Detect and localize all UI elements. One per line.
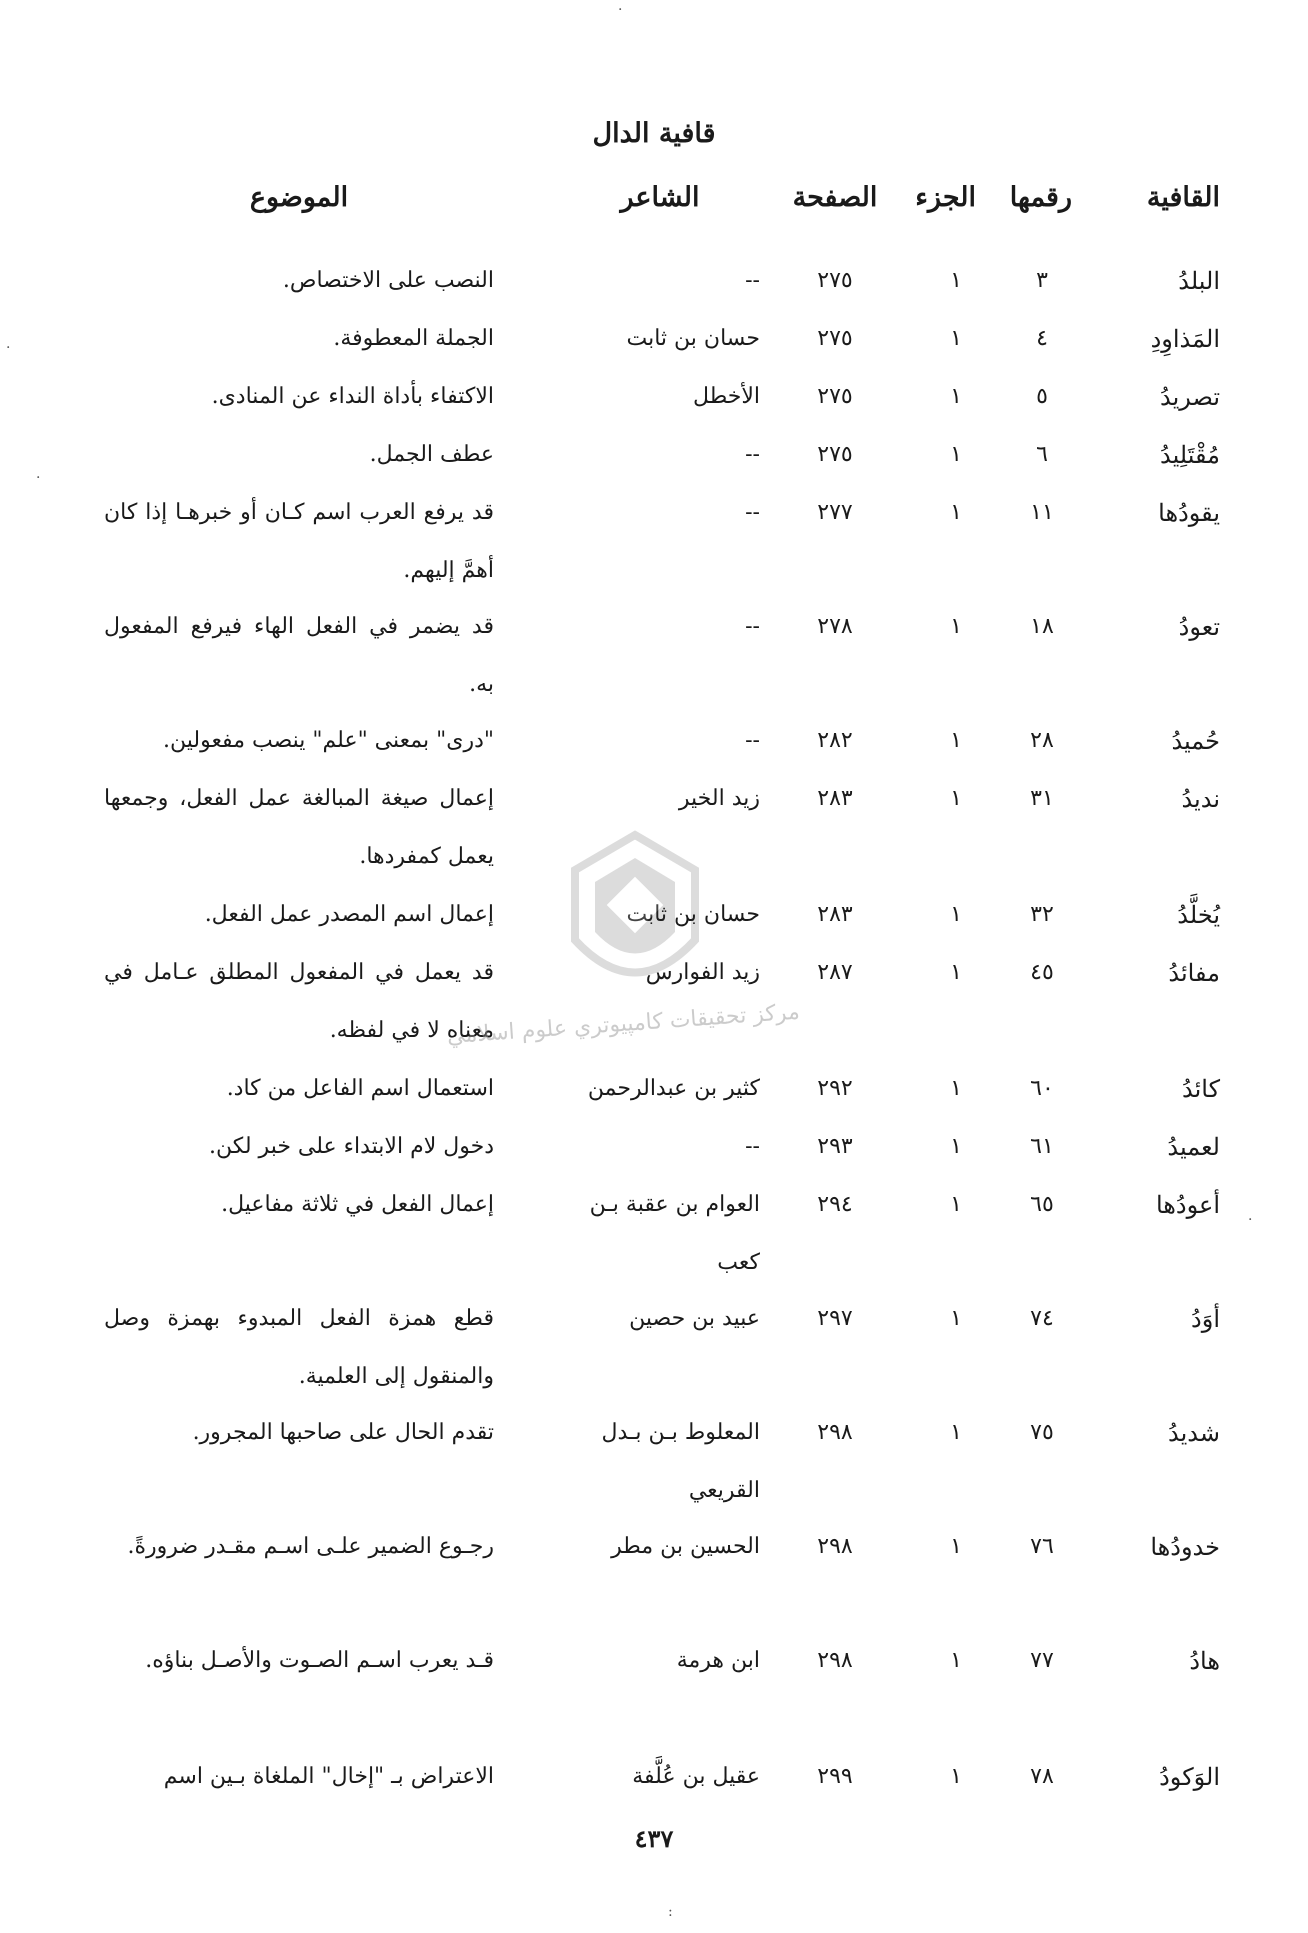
- topic-text: رجـوع الضمير علـى اسـم مقـدر ضرورةً.: [127, 1534, 494, 1559]
- rhyme-number: ٦٥: [1030, 1192, 1054, 1217]
- poet-name: الحسين بن مطر: [611, 1534, 760, 1559]
- poet-name: --: [745, 442, 760, 467]
- volume-number: ١: [950, 614, 962, 639]
- rhyme-number: ٧٨: [1030, 1764, 1054, 1789]
- topic-text: عطف الجمل.: [369, 442, 494, 467]
- page-ref: ٢٩٩: [817, 1764, 853, 1789]
- poet-name: عقيل بن عُلَّفة: [632, 1764, 760, 1789]
- poet-name: حسان بن ثابت: [626, 902, 760, 927]
- rhyme-number: ٣: [1036, 268, 1048, 293]
- volume-number: ١: [950, 786, 962, 811]
- header-number: رقمها: [1009, 182, 1072, 213]
- volume-number: ١: [950, 500, 962, 525]
- scan-speck: ·: [6, 340, 11, 356]
- page-ref: ٢٧٥: [817, 268, 853, 293]
- rhyme-number: ٦: [1036, 442, 1048, 467]
- topic-text: الاكتفاء بأداة النداء عن المنادى.: [211, 384, 494, 409]
- scan-speck: ·: [36, 470, 41, 486]
- topic-text: قد يرفع العرب اسم كـان أو خبرهـا إذا كان أهمَّ إليهم.: [104, 500, 494, 583]
- page-ref: ٢٩٣: [817, 1134, 853, 1159]
- rhyme-word: المَذاوِدِ: [1150, 325, 1220, 353]
- rhyme-number: ٧٦: [1030, 1534, 1054, 1559]
- volume-number: ١: [950, 902, 962, 927]
- rhyme-number: ٥: [1036, 384, 1048, 409]
- topic-text: قطع همزة الفعل المبدوء بهمزة وصل والمنقول إلى العلمية.: [104, 1306, 494, 1389]
- poet-name: --: [745, 614, 760, 639]
- page-ref: ٢٩٨: [817, 1534, 853, 1559]
- volume-number: ١: [950, 1648, 962, 1673]
- volume-number: ١: [950, 442, 962, 467]
- topic-text: تقدم الحال على صاحبها المجرور.: [192, 1420, 494, 1445]
- header-qafiya: القافية: [1146, 182, 1220, 213]
- rhyme-number: ٧٤: [1030, 1306, 1054, 1331]
- rhyme-number: ٤٥: [1030, 960, 1054, 985]
- poet-name: كثير بن عبدالرحمن: [587, 1076, 760, 1101]
- rhyme-number: ٧٧: [1030, 1648, 1054, 1673]
- rhyme-word: تصريدُ: [1159, 383, 1220, 411]
- topic-text: النصب على الاختصاص.: [282, 268, 494, 293]
- rhyme-word: نديدُ: [1181, 785, 1220, 813]
- volume-number: ١: [950, 1306, 962, 1331]
- topic-text: إعمال الفعل في ثلاثة مفاعيل.: [221, 1192, 494, 1217]
- scan-speck: :: [668, 1904, 673, 1920]
- volume-number: ١: [950, 1764, 962, 1789]
- library-seal-watermark: [560, 830, 710, 1000]
- page-ref: ٢٧٥: [817, 442, 853, 467]
- rhyme-number: ٤: [1036, 326, 1048, 351]
- rhyme-word: هادُ: [1189, 1647, 1220, 1675]
- header-topic: الموضوع: [249, 182, 349, 213]
- volume-number: ١: [950, 728, 962, 753]
- volume-number: ١: [950, 326, 962, 351]
- topic-text: إعمال اسم المصدر عمل الفعل.: [204, 902, 494, 927]
- poet-name: الأخطل: [693, 384, 760, 409]
- rhyme-word: أوَدُ: [1191, 1305, 1220, 1333]
- page-ref: ٢٩٢: [817, 1076, 853, 1101]
- rhyme-word: يُخلَّدُ: [1177, 901, 1220, 929]
- rhyme-word: البلدُ: [1178, 267, 1220, 295]
- poet-name: زيد الفوارس: [645, 960, 760, 985]
- rhyme-word: شديدُ: [1168, 1419, 1220, 1447]
- volume-number: ١: [950, 268, 962, 293]
- rhyme-number: ٢٨: [1030, 728, 1054, 753]
- rhyme-number: ١١: [1030, 500, 1054, 525]
- topic-text: الاعتراض بـ "إخال" الملغاة بـين اسم: [163, 1764, 494, 1789]
- page-ref: ٢٨٧: [817, 960, 853, 985]
- rhyme-word: كائدُ: [1181, 1075, 1220, 1103]
- page-number: ٤٣٧: [634, 1824, 674, 1853]
- poet-name: زيد الخير: [678, 786, 760, 811]
- page-ref: ٢٨٣: [817, 902, 853, 927]
- page-ref: ٢٧٥: [817, 384, 853, 409]
- page-ref: ٢٨٢: [817, 728, 853, 753]
- rhyme-word: حُميدُ: [1171, 727, 1220, 755]
- volume-number: ١: [950, 1192, 962, 1217]
- scan-speck: ·: [618, 2, 623, 18]
- header-page: الصفحة: [792, 182, 878, 213]
- poet-name: --: [745, 1134, 760, 1159]
- page-ref: ٢٧٧: [817, 500, 853, 525]
- rhyme-word: الوَكودُ: [1159, 1763, 1220, 1791]
- page-ref: ٢٧٥: [817, 326, 853, 351]
- volume-number: ١: [950, 384, 962, 409]
- poet-name: المعلوط بـن بـدل القريعي: [601, 1420, 760, 1503]
- rhyme-number: ٦١: [1030, 1134, 1054, 1159]
- poet-name: العوام بن عقبة بـن كعب: [589, 1192, 760, 1275]
- topic-text: "درى" بمعنى "علم" ينصب مفعولين.: [163, 728, 494, 753]
- watermark-text: مركز تحقيقات كامپيوتري علوم اسلامي: [446, 999, 801, 1050]
- rhyme-word: خدودُها: [1150, 1533, 1220, 1561]
- topic-text: قد يضمر في الفعل الهاء فيرفع المفعول به.: [104, 614, 494, 697]
- topic-text: قـد يعرب اسـم الصـوت والأصـل بناؤه.: [145, 1648, 494, 1673]
- poet-name: --: [745, 728, 760, 753]
- page-ref: ٢٩٨: [817, 1420, 853, 1445]
- rhyme-word: مفائدُ: [1168, 959, 1220, 987]
- poet-name: --: [745, 268, 760, 293]
- poet-name: حسان بن ثابت: [626, 326, 760, 351]
- section-title: قافية الدال: [592, 118, 716, 149]
- rhyme-word: لعميدُ: [1167, 1133, 1220, 1161]
- topic-text: إعمال صيغة المبالغة عمل الفعل، وجمعها يعمل كمفردها.: [104, 786, 494, 869]
- rhyme-word: يقودُها: [1158, 499, 1220, 527]
- rhyme-number: ٣٢: [1030, 902, 1054, 927]
- poet-name: --: [745, 500, 760, 525]
- topic-text: استعمال اسم الفاعل من كاد.: [226, 1076, 494, 1101]
- rhyme-word: أعودُها: [1155, 1191, 1220, 1219]
- rhyme-number: ١٨: [1030, 614, 1054, 639]
- header-poet: الشاعر: [620, 182, 700, 213]
- volume-number: ١: [950, 1420, 962, 1445]
- poet-name: ابن هرمة: [676, 1648, 760, 1673]
- rhyme-number: ٣١: [1030, 786, 1054, 811]
- page-ref: ٢٨٣: [817, 786, 853, 811]
- page-ref: ٢٩٧: [817, 1306, 853, 1331]
- topic-text: قد يعمل في المفعول المطلق عـامل في معناه لا في لفظه.: [104, 960, 494, 1043]
- header-juz: الجزء: [915, 182, 976, 213]
- rhyme-number: ٧٥: [1030, 1420, 1054, 1445]
- page-ref: ٢٩٤: [817, 1192, 853, 1217]
- rhyme-number: ٦٠: [1030, 1076, 1054, 1101]
- volume-number: ١: [950, 1134, 962, 1159]
- topic-text: الجملة المعطوفة.: [333, 326, 494, 351]
- poet-name: عبيد بن حصين: [629, 1306, 760, 1331]
- topic-text: دخول لام الابتداء على خبر لكن.: [208, 1134, 494, 1159]
- volume-number: ١: [950, 1534, 962, 1559]
- volume-number: ١: [950, 960, 962, 985]
- scan-speck: ·: [1248, 1212, 1253, 1228]
- rhyme-word: تعودُ: [1178, 613, 1220, 641]
- page-ref: ٢٩٨: [817, 1648, 853, 1673]
- page-ref: ٢٧٨: [817, 614, 853, 639]
- rhyme-word: مُقْتَلِيدُ: [1159, 441, 1220, 469]
- volume-number: ١: [950, 1076, 962, 1101]
